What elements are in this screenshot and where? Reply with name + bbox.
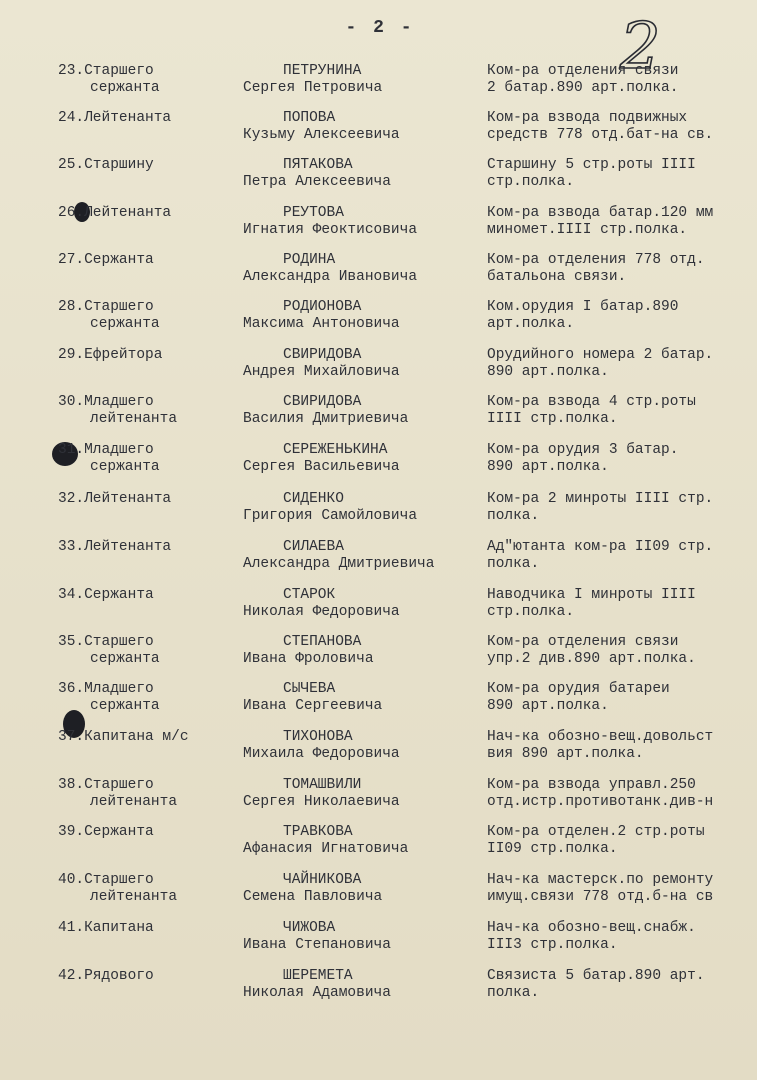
position-line: Ком-ра взвода управл.250 xyxy=(487,777,696,793)
position-line: Ком-ра взвода 4 стр.роты xyxy=(487,394,696,410)
position-line: батальона связи. xyxy=(487,269,627,285)
number-separator: . xyxy=(75,872,85,888)
rank-text: Старшего xyxy=(84,299,154,315)
position-line: упр.2 див.890 арт.полка. xyxy=(487,651,696,667)
position-line: Наводчика I минроты IIII xyxy=(487,587,696,603)
rank-text: Сержанта xyxy=(84,587,154,603)
list-item xyxy=(0,394,757,444)
rank-text: лейтенанта xyxy=(90,794,178,810)
list-item xyxy=(0,681,757,731)
position-line: II09 стр.полка. xyxy=(487,841,618,857)
surname: РОДИОНОВА xyxy=(283,299,362,315)
name-column xyxy=(243,491,483,525)
given-name: Максима Антоновича xyxy=(243,316,400,332)
rank-column xyxy=(58,777,233,811)
list-item xyxy=(0,491,757,541)
list-item xyxy=(0,347,757,397)
name-column xyxy=(243,110,483,144)
rank-text: Старшего xyxy=(84,63,154,79)
position-line: имущ.связи 778 отд.б-на св xyxy=(487,889,714,905)
surname: СТАРОК xyxy=(283,587,336,603)
rank-text: Старшего xyxy=(84,872,154,888)
surname: ЧАЙНИКОВА xyxy=(283,872,362,888)
given-name: Андрея Михайловича xyxy=(243,364,400,380)
entry-number: 31 xyxy=(58,442,76,458)
number-separator: . xyxy=(75,634,85,650)
name-column xyxy=(243,299,483,333)
list-item xyxy=(0,205,757,255)
position-column xyxy=(487,347,757,381)
position-column xyxy=(487,777,757,811)
position-column xyxy=(487,110,757,144)
rank-text: Младшего xyxy=(84,681,154,697)
list-item xyxy=(0,299,757,349)
number-separator: . xyxy=(75,681,85,697)
rank-text: Старшину xyxy=(84,157,154,173)
position-line: стр.полка. xyxy=(487,174,575,190)
number-separator: . xyxy=(75,347,85,363)
position-column xyxy=(487,394,757,428)
surname: СИДЕНКО xyxy=(283,491,344,507)
number-separator: . xyxy=(75,63,85,79)
rank-column xyxy=(58,491,233,508)
list-item xyxy=(0,777,757,827)
position-line: миномет.IIII стр.полка. xyxy=(487,222,688,238)
position-line: 890 арт.полка. xyxy=(487,698,609,714)
entry-number: 30 xyxy=(58,394,76,410)
surname: СТЕПАНОВА xyxy=(283,634,362,650)
entry-number: 41 xyxy=(58,920,76,936)
position-line: Ком-ра отделен.2 стр.роты xyxy=(487,824,705,840)
position-line: средств 778 отд.бат-на св. xyxy=(487,127,714,143)
entry-number: 37 xyxy=(58,729,76,745)
rank-text: Младшего xyxy=(84,394,154,410)
list-item xyxy=(0,442,757,492)
name-column xyxy=(243,587,483,621)
name-column xyxy=(243,777,483,811)
rank-text: сержанта xyxy=(90,459,160,475)
list-item xyxy=(0,968,757,1018)
position-column xyxy=(487,539,757,573)
rank-column xyxy=(58,205,233,222)
rank-column xyxy=(58,824,233,841)
position-line: Ком-ра орудия 3 батар. xyxy=(487,442,679,458)
position-line: полка. xyxy=(487,556,540,572)
position-line: полка. xyxy=(487,508,540,524)
given-name: Петра Алексеевича xyxy=(243,174,391,190)
position-line: отд.истр.противотанк.див-н xyxy=(487,794,714,810)
rank-text: Капитана м/с xyxy=(84,729,189,745)
position-line: IIII стр.полка. xyxy=(487,411,618,427)
number-separator: . xyxy=(75,824,85,840)
rank-column xyxy=(58,587,233,604)
number-separator: . xyxy=(75,157,85,173)
rank-column xyxy=(58,394,233,428)
position-column xyxy=(487,252,757,286)
entry-number: 32 xyxy=(58,491,76,507)
position-line: стр.полка. xyxy=(487,604,575,620)
rank-text: Сержанта xyxy=(84,824,154,840)
given-name: Николая Адамовича xyxy=(243,985,391,1001)
entry-number: 33 xyxy=(58,539,76,555)
position-line: Нач-ка обозно-вещ.снабж. xyxy=(487,920,696,936)
name-column xyxy=(243,157,483,191)
rank-text: Старшего xyxy=(84,777,154,793)
position-line: Нач-ка мастерск.по ремонту xyxy=(487,872,714,888)
rank-text: сержанта xyxy=(90,80,160,96)
position-column xyxy=(487,442,757,476)
position-line: Ком-ра взвода подвижных xyxy=(487,110,688,126)
number-separator: . xyxy=(75,968,85,984)
entry-number: 39 xyxy=(58,824,76,840)
entry-number: 28 xyxy=(58,299,76,315)
name-column xyxy=(243,920,483,954)
given-name: Александра Ивановича xyxy=(243,269,418,285)
entry-number: 40 xyxy=(58,872,76,888)
entry-number: 29 xyxy=(58,347,76,363)
given-name: Сергея Николаевича xyxy=(243,794,400,810)
rank-text: Лейтенанта xyxy=(84,539,172,555)
position-line: Ком-ра орудия батареи xyxy=(487,681,670,697)
position-line: 890 арт.полка. xyxy=(487,459,609,475)
given-name: Ивана Степановича xyxy=(243,937,391,953)
rank-text: сержанта xyxy=(90,651,160,667)
position-column xyxy=(487,634,757,668)
position-column xyxy=(487,872,757,906)
rank-text: Лейтенанта xyxy=(84,110,172,126)
position-column xyxy=(487,157,757,191)
list-item xyxy=(0,157,757,207)
rank-column xyxy=(58,110,233,127)
list-item xyxy=(0,252,757,302)
handwritten-mark-text: 2 xyxy=(620,10,661,80)
rank-text: Рядового xyxy=(84,968,154,984)
rank-column xyxy=(58,539,233,556)
list-item xyxy=(0,539,757,589)
name-column xyxy=(243,634,483,668)
number-separator: . xyxy=(75,442,85,458)
given-name: Афанасия Игнатовича xyxy=(243,841,409,857)
name-column xyxy=(243,63,483,97)
name-column xyxy=(243,442,483,476)
position-line: вия 890 арт.полка. xyxy=(487,746,644,762)
rank-column xyxy=(58,681,233,715)
surname: СИЛАЕВА xyxy=(283,539,344,555)
position-line: арт.полка. xyxy=(487,316,575,332)
surname: РОДИНА xyxy=(283,252,336,268)
rank-column xyxy=(58,442,233,476)
number-separator: . xyxy=(75,777,85,793)
position-line: Старшину 5 стр.роты IIII xyxy=(487,157,696,173)
entry-number: 42 xyxy=(58,968,76,984)
entry-number: 24 xyxy=(58,110,76,126)
rank-column xyxy=(58,347,233,364)
surname: ШЕРЕМЕТА xyxy=(283,968,353,984)
number-separator: . xyxy=(75,299,85,315)
position-column xyxy=(487,824,757,858)
surname: ПЯТАКОВА xyxy=(283,157,353,173)
rank-text: Лейтенанта xyxy=(84,491,172,507)
surname: СВИРИДОВА xyxy=(283,394,362,410)
given-name: Семена Павловича xyxy=(243,889,383,905)
list-item xyxy=(0,729,757,779)
number-separator: . xyxy=(75,110,85,126)
rank-column xyxy=(58,63,233,97)
position-column xyxy=(487,968,757,1002)
position-line: 2 батар.890 арт.полка. xyxy=(487,80,679,96)
position-line: Ком-ра 2 минроты IIII стр. xyxy=(487,491,714,507)
given-name: Александра Дмитриевича xyxy=(243,556,435,572)
name-column xyxy=(243,205,483,239)
list-item xyxy=(0,63,757,113)
surname: ТРАВКОВА xyxy=(283,824,353,840)
given-name: Игнатия Феоктисовича xyxy=(243,222,418,238)
given-name: Сергея Петровича xyxy=(243,80,383,96)
number-separator: . xyxy=(75,920,85,936)
list-item xyxy=(0,920,757,970)
given-name: Михаила Федоровича xyxy=(243,746,400,762)
rank-text: Капитана xyxy=(84,920,154,936)
position-column xyxy=(487,729,757,763)
list-item xyxy=(0,634,757,684)
given-name: Григория Самойловича xyxy=(243,508,418,524)
surname: СЕРЕЖЕНЬКИНА xyxy=(283,442,388,458)
rank-column xyxy=(58,252,233,269)
name-column xyxy=(243,539,483,573)
given-name: Ивана Сергеевича xyxy=(243,698,383,714)
number-separator: . xyxy=(75,729,85,745)
list-item xyxy=(0,587,757,637)
given-name: Кузьму Алексеевича xyxy=(243,127,400,143)
entry-number: 23 xyxy=(58,63,76,79)
number-separator: . xyxy=(75,539,85,555)
surname: СЫЧЕВА xyxy=(283,681,336,697)
rank-column xyxy=(58,872,233,906)
position-line: Нач-ка обозно-вещ.довольст xyxy=(487,729,714,745)
name-column xyxy=(243,394,483,428)
rank-column xyxy=(58,968,233,985)
position-line: полка. xyxy=(487,985,540,1001)
rank-text: Лейтенанта xyxy=(84,205,172,221)
given-name: Василия Дмитриевича xyxy=(243,411,409,427)
position-line: Ком-ра отделения связи xyxy=(487,634,679,650)
given-name: Ивана Фроловича xyxy=(243,651,374,667)
given-name: Николая Федоровича xyxy=(243,604,400,620)
name-column xyxy=(243,729,483,763)
rank-text: Младшего xyxy=(84,442,154,458)
rank-column xyxy=(58,299,233,333)
name-column xyxy=(243,968,483,1002)
surname: ТИХОНОВА xyxy=(283,729,353,745)
given-name: Сергея Васильевича xyxy=(243,459,400,475)
name-column xyxy=(243,681,483,715)
name-column xyxy=(243,347,483,381)
entry-number: 38 xyxy=(58,777,76,793)
position-line: Ком-ра отделения связи xyxy=(487,63,679,79)
position-line: Ад"ютанта ком-ра II09 стр. xyxy=(487,539,714,555)
rank-column xyxy=(58,729,233,746)
name-column xyxy=(243,872,483,906)
position-line: Связиста 5 батар.890 арт. xyxy=(487,968,705,984)
position-line: Ком.орудия I батар.890 xyxy=(487,299,679,315)
name-column xyxy=(243,824,483,858)
rank-text: сержанта xyxy=(90,698,160,714)
position-column xyxy=(487,63,757,97)
rank-text: Старшего xyxy=(84,634,154,650)
entry-number: 25 xyxy=(58,157,76,173)
surname: РЕУТОВА xyxy=(283,205,344,221)
entry-number: 27 xyxy=(58,252,76,268)
number-separator: . xyxy=(75,252,85,268)
entry-number: 36 xyxy=(58,681,76,697)
surname: ТОМАШВИЛИ xyxy=(283,777,362,793)
rank-text: лейтенанта xyxy=(90,889,178,905)
position-column xyxy=(487,681,757,715)
position-column xyxy=(487,299,757,333)
rank-text: лейтенанта xyxy=(90,411,178,427)
rank-column xyxy=(58,157,233,174)
rank-text: Ефрейтора xyxy=(84,347,163,363)
rank-text: Сержанта xyxy=(84,252,154,268)
position-line: III3 стр.полка. xyxy=(487,937,618,953)
rank-column xyxy=(58,634,233,668)
position-line: Ком-ра взвода батар.120 мм xyxy=(487,205,714,221)
entry-number: 26 xyxy=(58,205,76,221)
surname: ПОПОВА xyxy=(283,110,336,126)
number-separator: . xyxy=(75,205,85,221)
position-column xyxy=(487,205,757,239)
number-separator: . xyxy=(75,587,85,603)
position-line: Ком-ра отделения 778 отд. xyxy=(487,252,705,268)
surname: ПЕТРУНИНА xyxy=(283,63,362,79)
position-column xyxy=(487,587,757,621)
surname: СВИРИДОВА xyxy=(283,347,362,363)
position-line: Орудийного номера 2 батар. xyxy=(487,347,714,363)
list-item xyxy=(0,872,757,922)
position-column xyxy=(487,920,757,954)
page-number: - 2 - xyxy=(345,18,415,38)
list-item xyxy=(0,824,757,874)
rank-column xyxy=(58,920,233,937)
entry-number: 35 xyxy=(58,634,76,650)
entry-number: 34 xyxy=(58,587,76,603)
position-column xyxy=(487,491,757,525)
number-separator: . xyxy=(75,394,85,410)
number-separator: . xyxy=(75,491,85,507)
name-column xyxy=(243,252,483,286)
list-item xyxy=(0,110,757,160)
rank-text: сержанта xyxy=(90,316,160,332)
position-line: 890 арт.полка. xyxy=(487,364,609,380)
surname: ЧИЖОВА xyxy=(283,920,336,936)
